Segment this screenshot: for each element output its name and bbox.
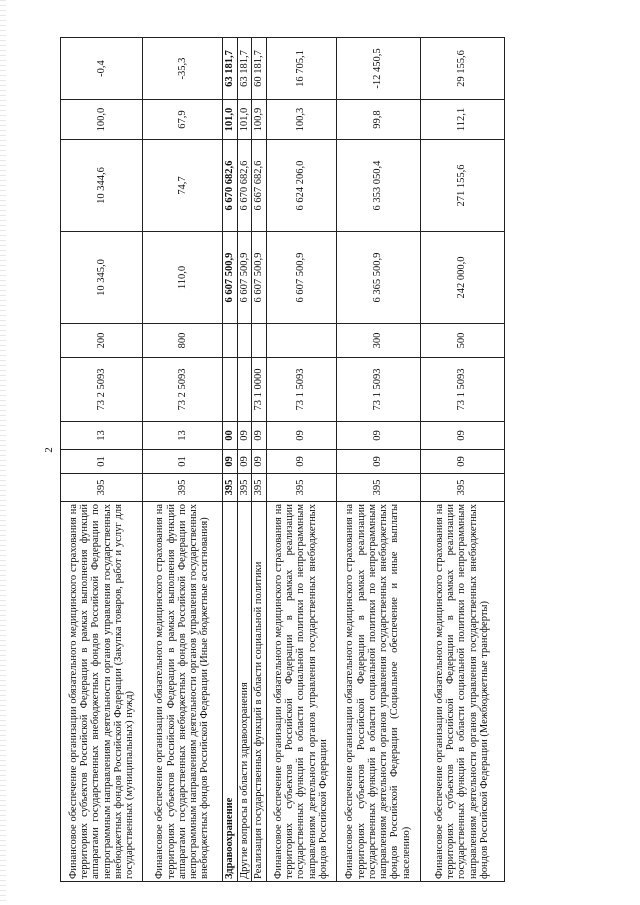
page-number: 2 — [43, 447, 55, 453]
section-code-cell: 09 — [266, 450, 336, 474]
deviation-cell: 63 181,7 — [223, 38, 238, 100]
deviation-cell: -12 450,5 — [336, 38, 420, 100]
grbs-code-cell: 395 — [238, 474, 252, 502]
actual-amount-cell: 6 353 050,4 — [336, 140, 420, 232]
budget-table — [60, 37, 505, 882]
percent-cell: 101,0 — [223, 100, 238, 140]
actual-amount-cell: 6 670 682,6 — [238, 140, 252, 232]
table-row — [252, 38, 266, 882]
plan-amount-cell: 6 607 500,9 — [238, 232, 252, 324]
rotated-table-inner — [60, 38, 598, 882]
deviation-cell: 60 181,7 — [252, 38, 266, 100]
percent-cell: 112,1 — [420, 100, 504, 140]
target-article-cell — [238, 358, 252, 422]
grbs-code-cell: 395 — [336, 474, 420, 502]
target-article-cell — [223, 358, 238, 422]
subsection-code-cell: 09 — [266, 422, 336, 450]
table-row — [420, 38, 504, 882]
grbs-code-cell: 395 — [223, 474, 238, 502]
row-name-cell: Финансовое обеспечение организации обязательного медицинского страхования на территориях субъектов Российской Федерации в рамках реализации государственных функций в области социальной политики по непрограммным направлениям деятельности органов управления государственных внебюджетных фондов Российской Федерации — [266, 502, 336, 882]
subsection-code-cell: 09 — [238, 422, 252, 450]
expense-type-cell: 200 — [61, 324, 143, 358]
actual-amount-cell: 10 344,6 — [61, 140, 143, 232]
grbs-code-cell: 395 — [420, 474, 504, 502]
section-code-cell: 09 — [238, 450, 252, 474]
row-name-cell: Реализация государственных функций в области социальной политики — [252, 502, 266, 882]
subsection-code-cell: 09 — [252, 422, 266, 450]
grbs-code-cell: 395 — [266, 474, 336, 502]
target-article-cell: 73 1 5093 — [336, 358, 420, 422]
percent-cell: 99,8 — [336, 100, 420, 140]
percent-cell: 100,0 — [61, 100, 143, 140]
plan-amount-cell: 110,0 — [143, 232, 223, 324]
grbs-code-cell: 395 — [252, 474, 266, 502]
table-row — [223, 38, 238, 882]
deviation-cell: 29 155,6 — [420, 38, 504, 100]
row-name-cell: Финансовое обеспечение организации обязательного медицинского страхования на территориях субъектов Российской Федерации в рамках реализации государственных функций в области социальной политики по непрограммным направлениям деятельности органов управления государственных внебюджетных фондов Российской Федерации (Социальное обеспечение и иные выплаты населению) — [336, 502, 420, 882]
table-row — [143, 38, 223, 882]
table-row — [238, 38, 252, 882]
subsection-code-cell: 13 — [61, 422, 143, 450]
table-row — [61, 38, 143, 882]
row-name-cell: Здравоохранение — [223, 502, 238, 882]
subsection-code-cell: 09 — [336, 422, 420, 450]
rotated-table-frame — [60, 38, 640, 879]
table-row — [336, 38, 420, 882]
percent-cell: 67,9 — [143, 100, 223, 140]
section-code-cell: 01 — [61, 450, 143, 474]
table-row — [266, 38, 336, 882]
section-code-cell: 09 — [252, 450, 266, 474]
deviation-cell: 63 181,7 — [238, 38, 252, 100]
row-name-cell: Финансовое обеспечение организации обязательного медицинского страхования на территориях субъектов Российской Федерации в рамках реализации государственных функций в области социальной политики по непрограммным направлениям деятельности органов управления государственных внебюджетных фондов Российской Федерации (Межбюджетные трансферты) — [420, 502, 504, 882]
actual-amount-cell: 271 155,6 — [420, 140, 504, 232]
row-name-cell: Финансовое обеспечение организации обязательного медицинского страхования на территориях субъектов Российской Федерации в рамках выполнения функций аппаратами государственных внебюджетных фондов Российской Федерации по непрограммным направлениям деятельности органов управления государственных внебюджетных фондов Российской Федерации (Иные бюджетные ассигнования) — [143, 502, 223, 882]
percent-cell: 100,3 — [266, 100, 336, 140]
deviation-cell: 16 705,1 — [266, 38, 336, 100]
grbs-code-cell: 395 — [61, 474, 143, 502]
expense-type-cell: 500 — [420, 324, 504, 358]
percent-cell: 101,0 — [238, 100, 252, 140]
target-article-cell: 73 1 0000 — [252, 358, 266, 422]
percent-cell: 100,9 — [252, 100, 266, 140]
subsection-code-cell: 00 — [223, 422, 238, 450]
subsection-code-cell: 09 — [420, 422, 504, 450]
actual-amount-cell: 6 670 682,6 — [223, 140, 238, 232]
target-article-cell: 73 1 5093 — [420, 358, 504, 422]
target-article-cell: 73 2 5093 — [143, 358, 223, 422]
expense-type-cell: 800 — [143, 324, 223, 358]
grbs-code-cell: 395 — [143, 474, 223, 502]
expense-type-cell — [238, 324, 252, 358]
section-code-cell: 09 — [223, 450, 238, 474]
plan-amount-cell: 6 607 500,9 — [266, 232, 336, 324]
plan-amount-cell: 6 607 500,9 — [223, 232, 238, 324]
deviation-cell: -35,3 — [143, 38, 223, 100]
actual-amount-cell: 6 624 206,0 — [266, 140, 336, 232]
target-article-cell: 73 2 5093 — [61, 358, 143, 422]
expense-type-cell: 300 — [336, 324, 420, 358]
section-code-cell: 01 — [143, 450, 223, 474]
expense-type-cell — [252, 324, 266, 358]
scan-artifact-strip — [0, 0, 6, 905]
plan-amount-cell: 6 607 500,9 — [252, 232, 266, 324]
subsection-code-cell: 13 — [143, 422, 223, 450]
plan-amount-cell: 242 000,0 — [420, 232, 504, 324]
section-code-cell: 09 — [336, 450, 420, 474]
row-name-cell: Другие вопросы в области здравоохранения — [238, 502, 252, 882]
target-article-cell: 73 1 5093 — [266, 358, 336, 422]
actual-amount-cell: 6 667 682,6 — [252, 140, 266, 232]
plan-amount-cell: 10 345,0 — [61, 232, 143, 324]
deviation-cell: -0,4 — [61, 38, 143, 100]
expense-type-cell — [266, 324, 336, 358]
actual-amount-cell: 74,7 — [143, 140, 223, 232]
section-code-cell: 09 — [420, 450, 504, 474]
row-name-cell: Финансовое обеспечение организации обязательного медицинского страхования на территориях субъектов Российской Федерации в рамках выполнения функций аппаратами государственных внебюджетных фондов Российской Федерации по непрограммным направлениям деятельности органов управления государственных внебюджетных фондов Российской Федерации (Закупка товаров, работ и услуг для государственных (муниципальных) нужд) — [61, 502, 143, 882]
plan-amount-cell: 6 365 500,9 — [336, 232, 420, 324]
expense-type-cell — [223, 324, 238, 358]
